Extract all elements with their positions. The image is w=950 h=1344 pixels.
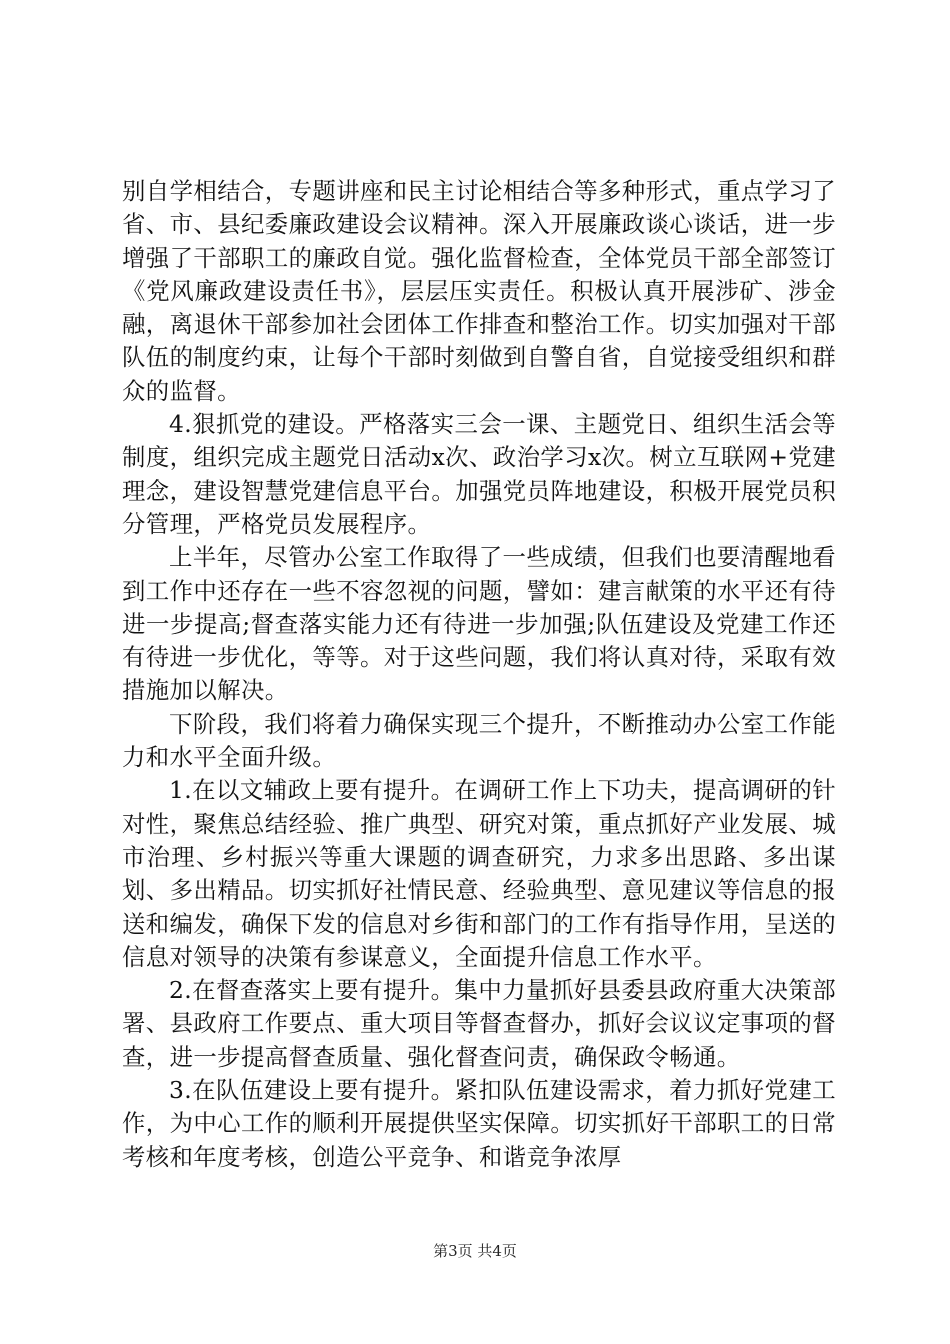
paragraph-3: 上半年，尽管办公室工作取得了一些成绩，但我们也要清醒地看到工作中还存在一些不容忽视的问题，譬如：建言献策的水平还有待进一步提高;督查落实能力还有待进一步加强;队伍建设及党建工作还有待进一步优化，等等。对于这些问题，我们将认真对待，采取有效措施加以解决。	[122, 543, 836, 705]
paragraph-1: 别自学相结合，专题讲座和民主讨论相结合等多种形式，重点学习了省、市、县纪委廉政建设会议精神。深入开展廉政谈心谈话，进一步增强了干部职工的廉政自觉。强化监督检查，全体党员干部全部签订《党风廉政建设责任书》，层层压实责任。积极认真开展涉矿、涉金融，离退休干部参加社会团体工作排查和整治工作。切实加强对干部队伍的制度约束，让每个干部时刻做到自警自省，自觉接受组织和群众的监督。	[122, 177, 836, 405]
paragraph-4: 下阶段，我们将着力确保实现三个提升，不断推动办公室工作能力和水平全面升级。	[122, 709, 836, 772]
paragraph-6: 2.在督查落实上要有提升。集中力量抓好县委县政府重大决策部署、县政府工作要点、重大项目等督查督办，抓好会议议定事项的督查，进一步提高督查质量、强化督查问责，确保政令畅通。	[122, 976, 836, 1071]
page-footer: 第3页 共4页	[433, 1242, 517, 1260]
paragraph-5: 1.在以文辅政上要有提升。在调研工作上下功夫，提高调研的针对性，聚焦总结经验、推广典型、研究对策，重点抓好产业发展、城市治理、乡村振兴等重大课题的调查研究，力求多出思路、多出谋划、多出精品。切实抓好社情民意、经验典型、意见建议等信息的报送和编发，确保下发的信息对乡街和部门的工作有指导作用，呈送的信息对领导的决策有参谋意义，全面提升信息工作水平。	[122, 776, 836, 971]
paragraph-7: 3.在队伍建设上要有提升。紧扣队伍建设需求，着力抓好党建工作，为中心工作的顺利开展提供坚实保障。切实抓好干部职工的日常考核和年度考核，创造公平竞争、和谐竞争浓厚	[122, 1076, 836, 1171]
document-body	[122, 175, 836, 1174]
paragraph-2: 4.狠抓党的建设。严格落实三会一课、主题党日、组织生活会等制度，组织完成主题党日活动x次、政治学习x次。树立互联网+党建理念，建设智慧党建信息平台。加强党员阵地建设，积极开展党员积分管理，严格党员发展程序。	[122, 410, 836, 538]
